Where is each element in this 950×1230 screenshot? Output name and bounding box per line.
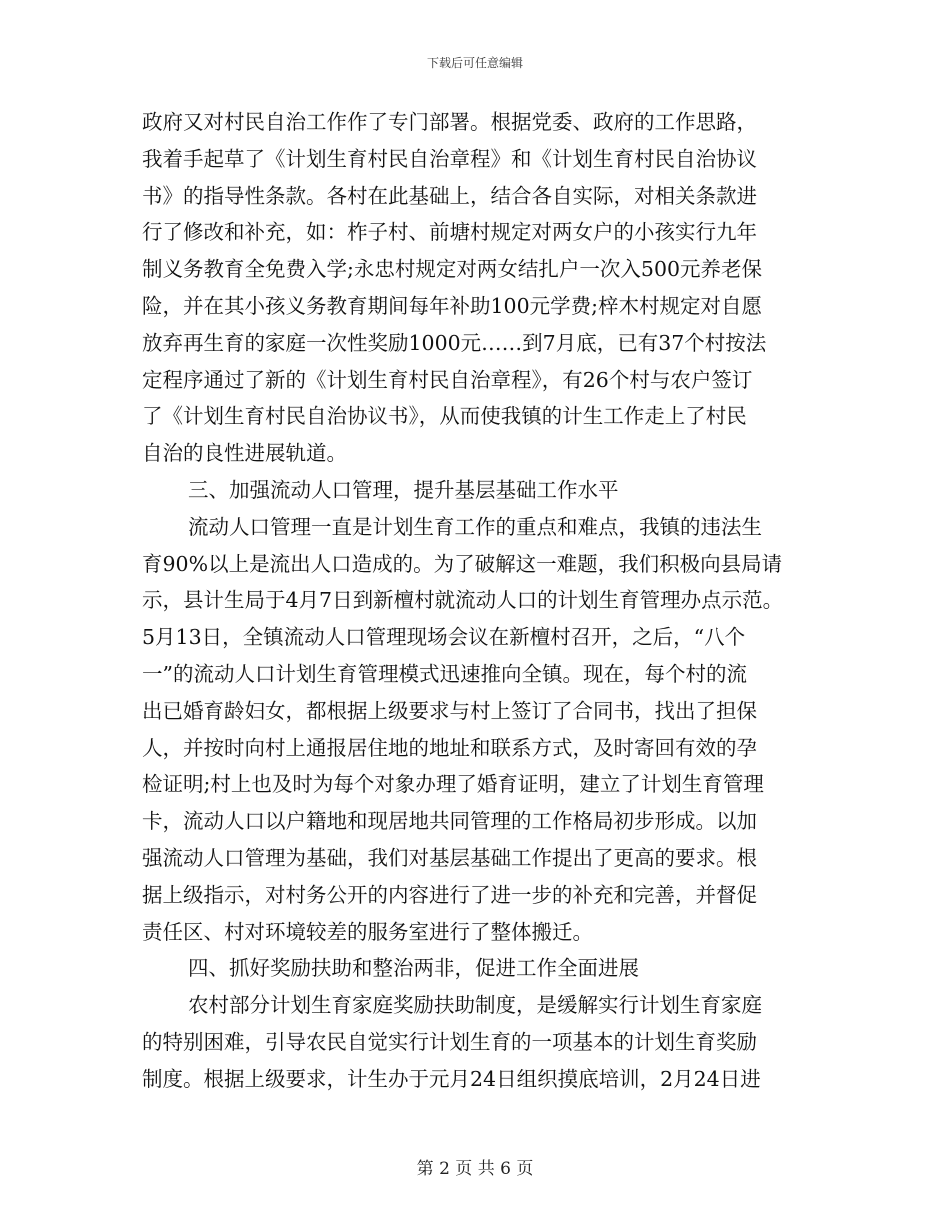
paragraph-first-line: 三、加强流动人口管理，提升基层基础工作水平 xyxy=(188,477,619,502)
text-line: 育90%以上是流出人口造成的。为了破解这一难题，我们积极向县局请 xyxy=(142,551,783,576)
text-line: 自治的良性进展轨道。 xyxy=(142,441,347,466)
text-line: 责任区、村对环境较差的服务室进行了整体搬迁。 xyxy=(142,919,593,944)
paragraph-first-line: 四、抓好奖励扶助和整治两非，促进工作全面进展 xyxy=(188,956,639,981)
text-line: 书》的指导性条款。各村在此基础上，结合各自实际，对相关条款进 xyxy=(142,183,757,208)
text-line: 政府又对村民自治工作作了专门部署。根据党委、政府的工作思路， xyxy=(142,110,757,134)
text-line: 我着手起草了《计划生育村民自治章程》和《计划生育村民自治协议 xyxy=(142,146,757,171)
text-line: 强流动人口管理为基础，我们对基层基础工作提出了更高的要求。根 xyxy=(142,845,757,870)
text-line: 制义务教育全免费入学;永忠村规定对两女结扎户一次入500元养老保 xyxy=(142,257,763,282)
text-line: 卡，流动人口以户籍地和现居地共同管理的工作格局初步形成。以加 xyxy=(142,809,757,834)
text-line: 定程序通过了新的《计划生育村民自治章程》，有26个村与农户签订 xyxy=(142,367,753,392)
text-line: 据上级指示，对村务公开的内容进行了进一步的补充和完善，并督促 xyxy=(142,882,757,907)
text-line: 5月13日，全镇流动人口管理现场会议在新檀村召开，之后，“八个 xyxy=(142,625,746,650)
text-line: 制度。根据上级要求，计生办于元月24日组织摸底培训，2月24日进 xyxy=(142,1066,761,1091)
text-line: 检证明;村上也及时为每个对象办理了婚育证明，建立了计划生育管理 xyxy=(142,772,764,797)
document-body xyxy=(142,104,822,1098)
text-line: 放弃再生育的家庭一次性奖励1000元……到7月底，已有37个村按法 xyxy=(142,330,767,355)
paragraph-first-line: 流动人口管理一直是计划生育工作的重点和难点，我镇的违法生 xyxy=(188,514,762,539)
text-line: 行了修改和补充，如：柞子村、前塘村规定对两女户的小孩实行九年 xyxy=(142,220,757,245)
text-line: 一”的流动人口计划生育管理模式迅速推向全镇。现在，每个村的流 xyxy=(142,661,747,686)
text-line: 示，县计生局于4月7日到新檀村就流动人口的计划生育管理办点示范。 xyxy=(142,588,784,613)
page-header: 下载后可任意编辑 xyxy=(426,56,523,70)
paragraph-first-line: 农村部分计划生育家庭奖励扶助制度，是缓解实行计划生育家庭 xyxy=(188,993,762,1018)
text-line: 出已婚育龄妇女，都根据上级要求与村上签订了合同书，找出了担保 xyxy=(142,698,757,723)
page-footer: 第 2 页 共 6 页 xyxy=(416,1159,534,1179)
text-line: 人，并按时向村上通报居住地的地址和联系方式，及时寄回有效的孕 xyxy=(142,735,757,760)
text-line: 了《计划生育村民自治协议书》，从而使我镇的计生工作走上了村民 xyxy=(142,404,747,429)
text-line: 险，并在其小孩义务教育期间每年补助100元学费;梓木村规定对自愿 xyxy=(142,293,763,318)
text-line: 的特别困难，引导农民自觉实行计划生育的一项基本的计划生育奖励 xyxy=(142,1029,757,1054)
